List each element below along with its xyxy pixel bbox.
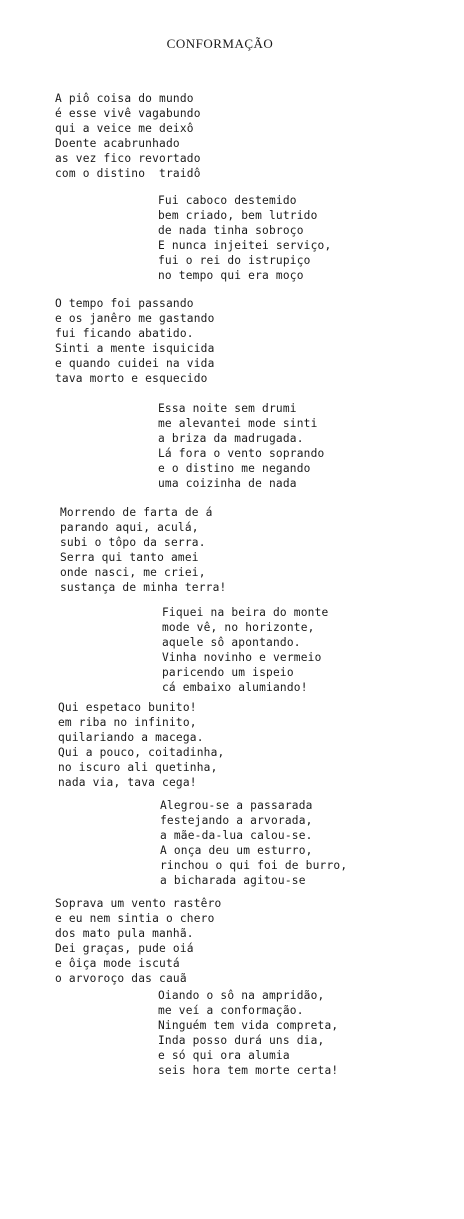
- poem-stanza-4: Essa noite sem drumi me alevantei mode sinti a briza da madrugada. Lá fora o vento soprando e o distino me negando uma coizinha de nada: [158, 402, 325, 490]
- poem-stanza-2: Fui caboco destemido bem criado, bem lutrido de nada tinha sobroço E nunca injeitei serviço, fui o rei do istrupiço no tempo qui era moço: [158, 194, 332, 282]
- poem-stanza-8: Alegrou-se a passarada festejando a arvorada, a mãe-da-lua calou-se. A onça deu um esturro, rinchou o qui foi de burro, a bicharada agitou-se: [160, 799, 348, 887]
- poem-stanza-9: Soprava um vento rastêro e eu nem sintia o chero dos mato pula manhã. Dei graças, pude oiá e ôiça mode iscutá o arvoroço das cauã: [55, 897, 222, 985]
- poem-stanza-6: Fiquei na beira do monte mode vê, no horizonte, aquele sô apontando. Vinha novinho e vermeio paricendo um ispeio cá embaixo alumiando!: [162, 606, 329, 694]
- poem-stanza-7: Qui espetaco bunito! em riba no infinito, quilariando a macega. Qui a pouco, coitadinha, no iscuro ali quetinha, nada via, tava cega!: [58, 701, 225, 789]
- poem-stanza-3: O tempo foi passando e os janêro me gastando fui ficando abatido. Sinti a mente isquicida e quando cuidei na vida tava morto e esquecido: [55, 297, 215, 385]
- poem-stanza-10: Oiando o sô na ampridão, me veí a conformação. Ninguém tem vida compreta, Inda posso durá uns dia, e só qui ora alumia seis hora tem morte certa!: [158, 989, 339, 1077]
- poem-stanza-5: Morrendo de farta de á parando aqui, aculá, subi o tôpo da serra. Serra qui tanto amei onde nasci, me criei, sustança de minha terra!: [60, 506, 227, 594]
- poem-title: CONFORMAÇÃO: [166, 36, 274, 51]
- poem-stanza-1: A piô coisa do mundo é esse vivê vagabundo qui a veice me deixô Doente acabrunhado as vez fico revortado com o distino traidô: [55, 92, 201, 180]
